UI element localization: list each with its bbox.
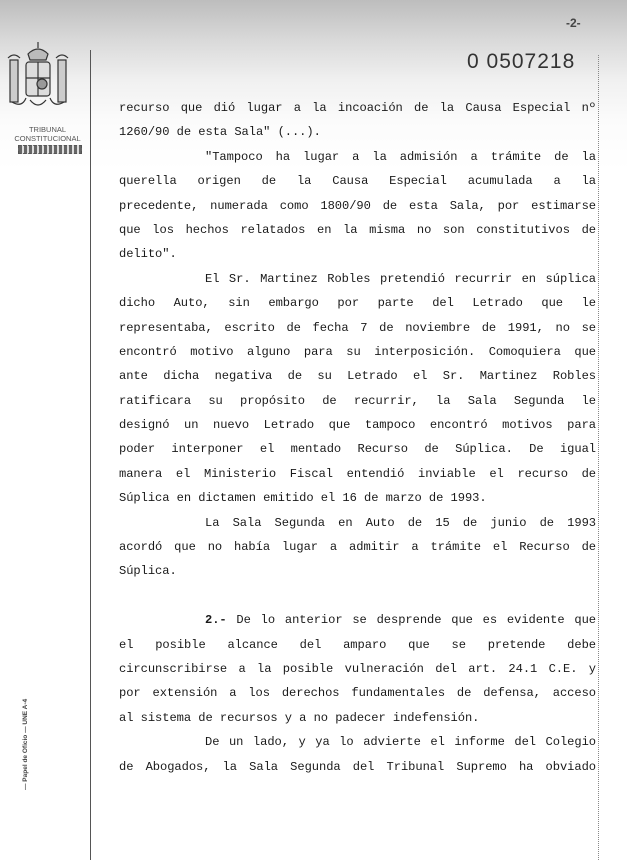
serial-number: 0 0507218 [467,50,576,73]
left-margin-rule [90,50,91,860]
text-line: poder interponer el mentado Recurso de Súplica. De igual [119,442,596,457]
text-line: El Sr. Martinez Robles pretendió recurrir en súplica [205,271,596,286]
text-line: querella origen de la Causa Especial acumulada a la [119,174,596,189]
text-line: representaba, escrito de fecha 7 de noviembre de 1991, no se [119,320,596,335]
text-line: manera el Ministerio Fiscal entendió inviable el recurso de [119,466,596,481]
text-line: acordó que no había lugar a admitir a trámite el Recurso de [119,540,596,555]
document-body [119,96,596,779]
text-line: designó un nuevo Letrado que tampoco encontró motivos para [119,418,596,433]
text-line: 1260/90 de esta Sala" (...). [119,125,321,140]
text-line: encontró motivo alguno para su interposición. Comoquiera que [119,344,596,359]
text-line: por extensión a los derechos fundamentales de defensa, acceso [119,686,596,701]
text-line: el posible alcance del amparo que se pretende debe [119,637,596,652]
paper-type-label: — Papel de Oficio — UNE A-4 [22,698,29,790]
coat-of-arms-icon [6,40,70,120]
text-line: delito". [119,247,177,262]
court-name [0,125,95,143]
court-stamp [18,145,82,154]
text-line: precedente, numerada como 1800/90 de esta Sala, por estimarse [119,198,596,213]
right-margin-rule [598,55,599,860]
page-number: -2- [566,16,581,30]
text-line: recurso que dió lugar a la incoación de la Causa Especial nº [119,101,596,115]
text-line: De un lado, y ya lo advierte el informe del Colegio [205,735,596,750]
text-line: ante dicha negativa de su Letrado el Sr. Martinez Robles [119,369,596,384]
text-line: ratificara su propósito de recurrir, la Sala Segunda le [119,393,596,408]
court-name-line2: CONSTITUCIONAL [14,134,81,143]
text-line: "Tampoco ha lugar a la admisión a trámite de la [205,149,596,164]
text-fragment: De lo anterior se desprende que es evidente que [226,613,596,628]
text-line [119,608,596,632]
text-line: Súplica. [119,564,177,579]
text-line: Súplica en dictamen emitido el 16 de marzo de 1993. [119,491,487,506]
text-line: circunscribirse a la posible vulneración del art. 24.1 C.E. y [119,661,596,676]
court-name-line1: TRIBUNAL [28,125,67,134]
text-line: La Sala Segunda en Auto de 15 de junio de 1993 [205,515,596,530]
text-line: al sistema de recursos y a no padecer indefensión. [119,710,480,725]
text-line: dicho Auto, sin embargo por parte del Letrado que le [119,296,596,311]
section-number: 2.- [205,613,227,628]
text-line: de Abogados, la Sala Segunda del Tribunal Supremo ha obviado [119,759,596,774]
text-line: que los hechos relatados en la misma no son constitutivos de [119,222,596,237]
